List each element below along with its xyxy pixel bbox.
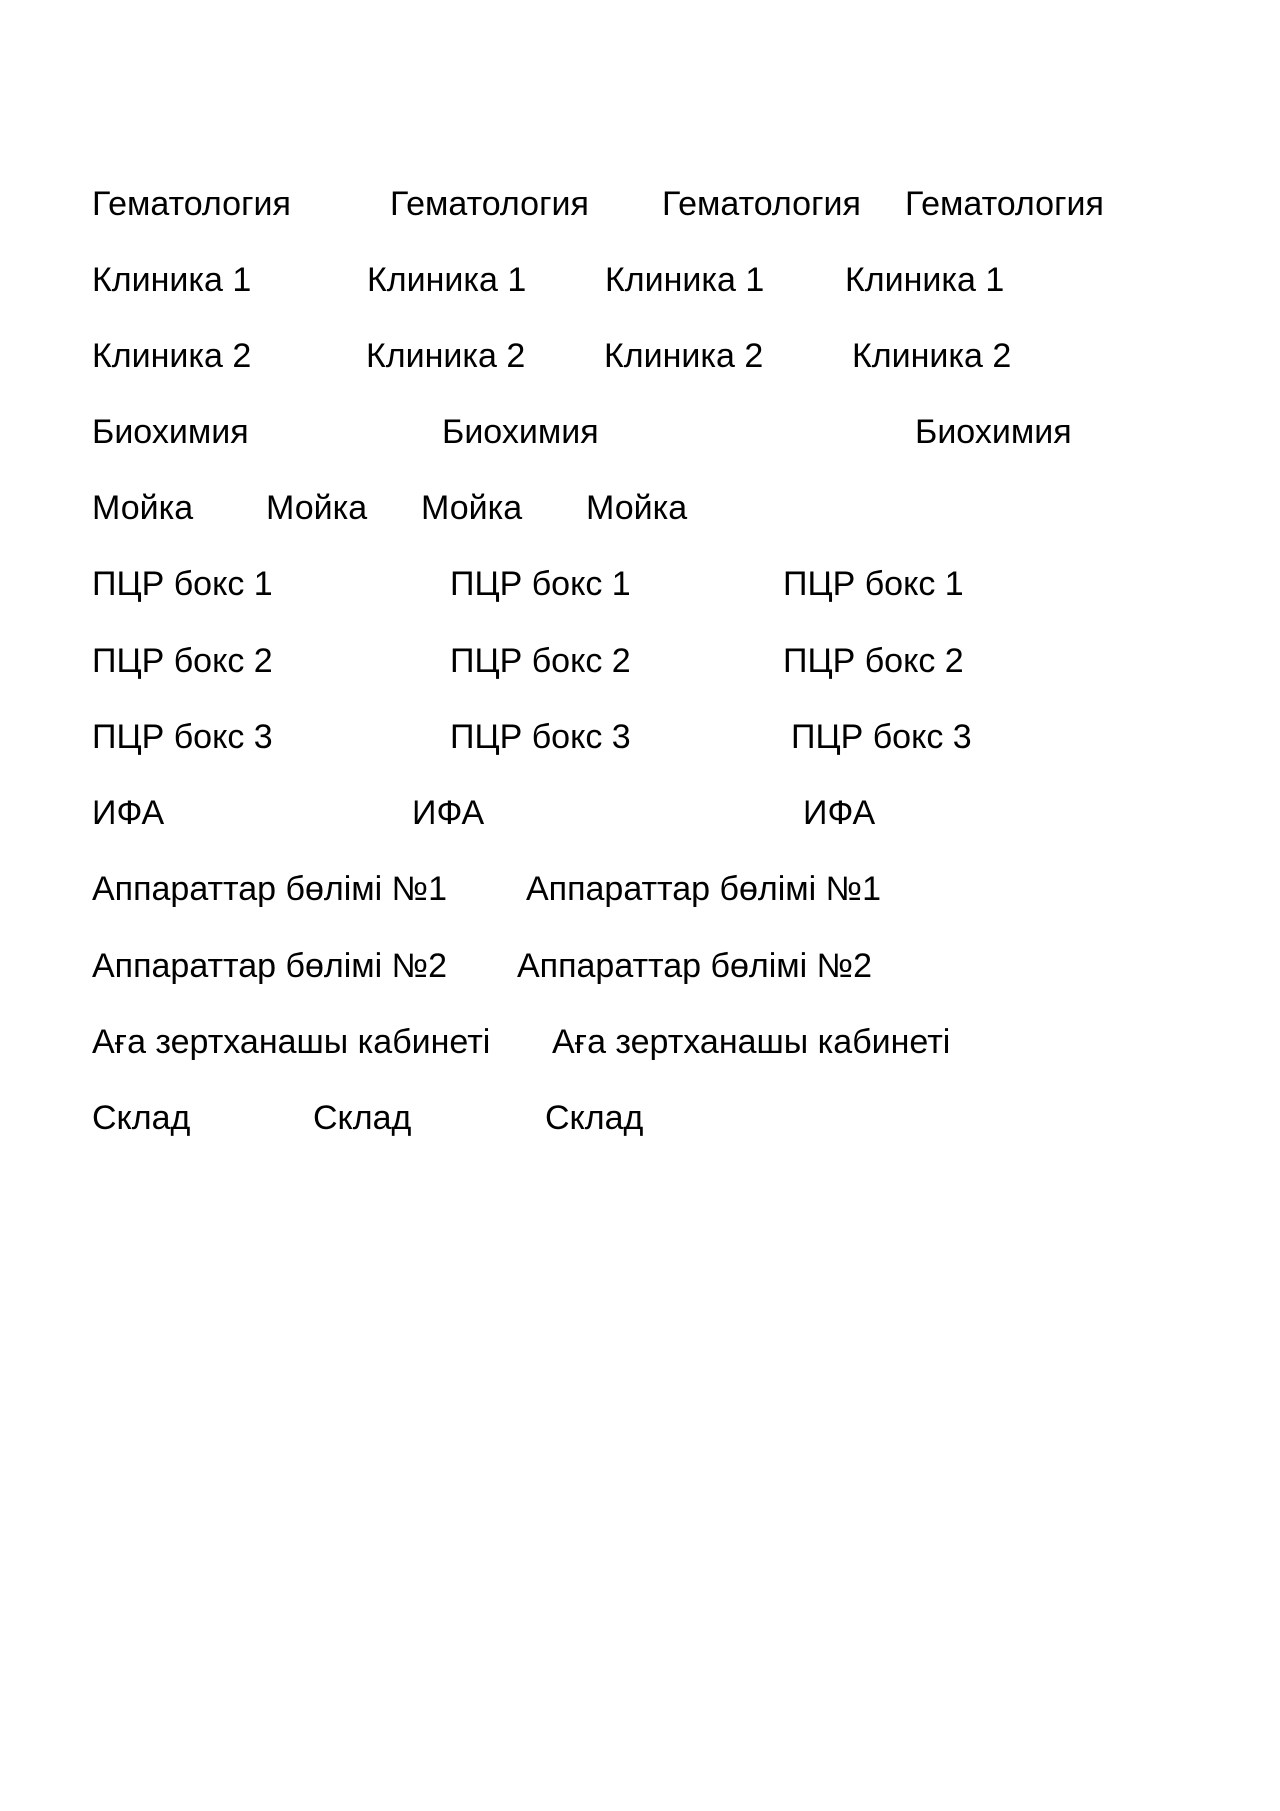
room-label: Аға зертханашы кабинеті (552, 1023, 951, 1061)
line-warehouse (0, 1093, 1280, 1143)
line-hematology (0, 179, 1280, 229)
room-label: Клиника 2 (852, 337, 1012, 375)
line-biochemistry (0, 407, 1280, 457)
room-label: Склад (92, 1099, 191, 1137)
room-label: Склад (313, 1099, 412, 1137)
room-label: ПЦР бокс 3 (92, 718, 273, 756)
room-label: Гематология (92, 185, 291, 223)
room-label: Аға зертханашы кабинеті (92, 1023, 491, 1061)
room-label: Биохимия (915, 413, 1072, 451)
room-label: ПЦР бокс 3 (450, 718, 631, 756)
room-label: ИФА (412, 794, 485, 832)
line-pcr-box-3 (0, 712, 1280, 762)
room-label: Клиника 1 (92, 261, 252, 299)
room-label: Аппараттар бөлімі №1 (526, 870, 882, 908)
room-label: Биохимия (442, 413, 599, 451)
line-pcr-box-1 (0, 559, 1280, 609)
room-label: ПЦР бокс 2 (450, 642, 631, 680)
room-label: ПЦР бокс 3 (791, 718, 972, 756)
room-label: ИФА (92, 794, 165, 832)
room-label: Клиника 1 (845, 261, 1005, 299)
room-label: Мойка (92, 489, 194, 527)
room-label: ПЦР бокс 1 (450, 565, 631, 603)
line-clinic-1 (0, 255, 1280, 305)
line-clinic-2 (0, 331, 1280, 381)
room-label: Мойка (421, 489, 523, 527)
room-label: Клиника 1 (367, 261, 527, 299)
room-label: Клиника 2 (604, 337, 764, 375)
room-label: ИФА (803, 794, 876, 832)
line-washing (0, 483, 1280, 533)
room-label: Склад (545, 1099, 644, 1137)
line-senior-lab-office (0, 1017, 1280, 1067)
room-label: ПЦР бокс 2 (783, 642, 964, 680)
room-label: Аппараттар бөлімі №2 (92, 947, 448, 985)
line-ifa (0, 788, 1280, 838)
room-label: Гематология (390, 185, 589, 223)
room-label: Мойка (586, 489, 688, 527)
room-label: Гематология (662, 185, 861, 223)
room-label: Клиника 2 (366, 337, 526, 375)
line-equipment-2 (0, 941, 1280, 991)
room-label: Аппараттар бөлімі №2 (517, 947, 873, 985)
room-label: Клиника 1 (605, 261, 765, 299)
line-equipment-1 (0, 864, 1280, 914)
room-label: Мойка (266, 489, 368, 527)
room-label: Гематология (905, 185, 1104, 223)
room-label: ПЦР бокс 1 (783, 565, 964, 603)
room-label: ПЦР бокс 2 (92, 642, 273, 680)
room-label: Аппараттар бөлімі №1 (92, 870, 448, 908)
line-pcr-box-2 (0, 636, 1280, 686)
room-label: ПЦР бокс 1 (92, 565, 273, 603)
room-label: Биохимия (92, 413, 249, 451)
room-label: Клиника 2 (92, 337, 252, 375)
